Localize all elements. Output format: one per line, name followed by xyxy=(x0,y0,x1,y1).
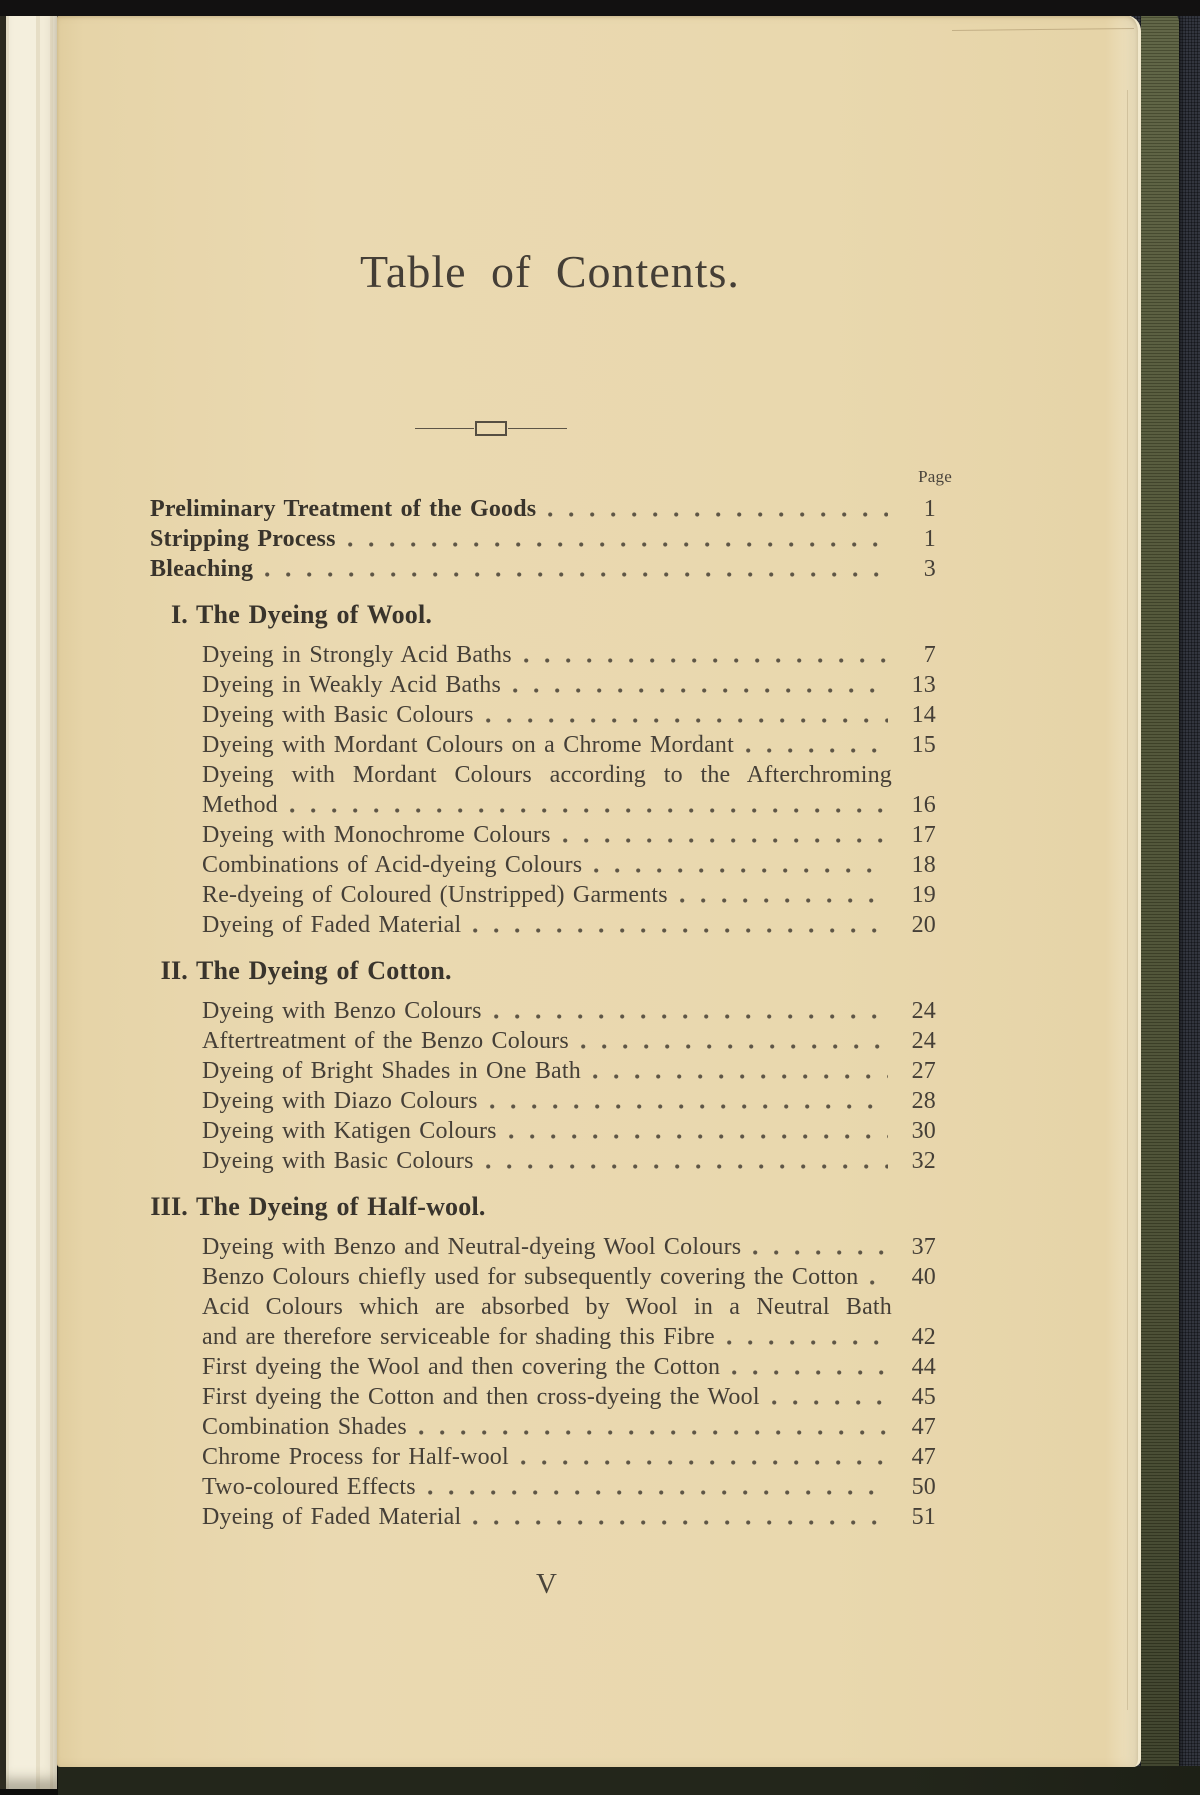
toc-entry xyxy=(150,494,936,524)
toc-entry-label: Dyeing with Diazo Colours xyxy=(202,1088,478,1114)
dot-leader xyxy=(428,1490,888,1495)
scan-top-shadow xyxy=(0,0,1200,16)
divider-rectangle xyxy=(475,421,507,436)
toc-entry-label: Dyeing with Katigen Colours xyxy=(202,1118,497,1144)
dot-leader xyxy=(524,658,888,663)
toc-entry xyxy=(150,1026,936,1056)
section-heading xyxy=(150,956,936,986)
toc-entry-label: First dyeing the Cotton and then cross-dyeing the Wool xyxy=(202,1384,760,1410)
page-column-header: Page xyxy=(918,467,952,486)
toc-entry-label: Dyeing in Weakly Acid Baths xyxy=(202,672,501,698)
book-cover-cloth-edge xyxy=(1141,10,1179,1770)
dot-leader xyxy=(772,1400,888,1405)
toc-entry-wrap-line: Dyeing with Mordant Colours according to the Afterchroming xyxy=(202,762,892,788)
dot-leader xyxy=(494,1014,888,1019)
toc-entry xyxy=(150,1322,936,1352)
toc-entry xyxy=(150,1412,936,1442)
toc-page-number: 50 xyxy=(911,1474,936,1500)
toc-entry-label: Dyeing with Basic Colours xyxy=(202,1148,474,1174)
page-title: Table of Contents. xyxy=(360,246,740,297)
toc-entry xyxy=(150,554,936,584)
toc-entry xyxy=(150,1502,936,1532)
toc-entry xyxy=(150,1472,936,1502)
toc-entry xyxy=(150,1352,936,1382)
toc-page-number: 19 xyxy=(911,882,936,908)
section-numeral: II. xyxy=(160,956,188,985)
dot-leader xyxy=(265,572,888,577)
toc-entry xyxy=(150,1262,936,1292)
toc-entry-label: Dyeing of Bright Shades in One Bath xyxy=(202,1058,581,1084)
toc-list xyxy=(150,494,936,1532)
dot-leader xyxy=(509,1134,888,1139)
dot-leader xyxy=(548,512,888,517)
dot-leader xyxy=(753,1250,888,1255)
toc-entry-label: Chrome Process for Half-wool xyxy=(202,1444,509,1470)
toc-entry-label: Dyeing of Faded Material xyxy=(202,1504,462,1530)
dot-leader xyxy=(732,1370,888,1375)
toc-entry xyxy=(150,850,936,880)
title-divider-ornament xyxy=(415,421,567,436)
toc-entry-label: Combinations of Acid-dyeing Colours xyxy=(202,852,583,878)
toc-entry xyxy=(150,700,936,730)
toc-page-number: 14 xyxy=(911,702,936,728)
dot-leader xyxy=(486,1164,888,1169)
dot-leader xyxy=(746,748,888,753)
book-cover-bottom-edge xyxy=(0,1766,1200,1795)
dot-leader xyxy=(727,1340,888,1345)
toc-entry-label: and are therefore serviceable for shading this Fibre xyxy=(202,1324,715,1350)
dot-leader xyxy=(486,718,888,723)
toc-page-number: 47 xyxy=(911,1444,936,1470)
section-numeral: III. xyxy=(150,1192,188,1221)
toc-entry-label: Dyeing with Basic Colours xyxy=(202,702,474,728)
section-heading xyxy=(150,600,936,630)
toc-entry-label: Dyeing with Mordant Colours on a Chrome Mordant xyxy=(202,732,735,758)
table-of-contents xyxy=(150,466,952,1532)
dot-leader xyxy=(513,688,888,693)
toc-entry xyxy=(150,790,936,820)
toc-entry-label: Dyeing with Monochrome Colours xyxy=(202,822,551,848)
toc-entry-label: Dyeing with Benzo and Neutral-dyeing Wool Colours xyxy=(202,1234,742,1260)
toc-entry xyxy=(150,910,936,940)
toc-page-number: 42 xyxy=(911,1324,936,1350)
toc-entry xyxy=(150,996,936,1026)
toc-page-number: 20 xyxy=(911,912,936,938)
scan-artifact-line xyxy=(1127,90,1128,1710)
toc-entry xyxy=(150,880,936,910)
dot-leader xyxy=(490,1104,888,1109)
toc-entry-label: Dyeing in Strongly Acid Baths xyxy=(202,642,512,668)
toc-entry xyxy=(150,1116,936,1146)
toc-entry-label: Stripping Process xyxy=(150,526,336,552)
toc-page-number: 28 xyxy=(911,1088,936,1114)
toc-entry xyxy=(150,524,936,554)
divider-line-left xyxy=(415,428,474,430)
toc-page-number: 24 xyxy=(911,998,936,1024)
toc-entry xyxy=(150,1382,936,1412)
dot-leader xyxy=(348,542,888,547)
toc-entry xyxy=(150,1442,936,1472)
toc-entry-label: First dyeing the Wool and then covering the Cotton xyxy=(202,1354,721,1380)
section-heading xyxy=(150,1192,936,1222)
toc-page-number: 45 xyxy=(911,1384,936,1410)
toc-page-number: 51 xyxy=(911,1504,936,1530)
toc-entry xyxy=(150,1056,936,1086)
folio-page-number: V xyxy=(536,1568,558,1600)
dot-leader xyxy=(870,1280,888,1285)
dot-leader xyxy=(563,838,888,843)
toc-entry-label: Method xyxy=(202,792,278,818)
toc-entry-label: Dyeing with Benzo Colours xyxy=(202,998,482,1024)
toc-page-number: 13 xyxy=(911,672,936,698)
toc-page-number: 24 xyxy=(911,1028,936,1054)
toc-entry xyxy=(150,670,936,700)
toc-entry-label: Bleaching xyxy=(150,556,254,582)
toc-page-number: 1 xyxy=(923,526,936,552)
toc-entry xyxy=(150,640,936,670)
toc-entry-label: Two-coloured Effects xyxy=(202,1474,416,1500)
toc-page-number: 7 xyxy=(923,642,936,668)
dot-leader xyxy=(581,1044,888,1049)
dot-leader xyxy=(521,1460,888,1465)
section-title: The Dyeing of Half-wool. xyxy=(196,1192,486,1221)
toc-entry-label: Aftertreatment of the Benzo Colours xyxy=(202,1028,569,1054)
dot-leader xyxy=(680,898,888,903)
toc-page-number: 30 xyxy=(911,1118,936,1144)
toc-page-number: 27 xyxy=(911,1058,936,1084)
toc-page-number: 40 xyxy=(911,1264,936,1290)
toc-page-number: 18 xyxy=(911,852,936,878)
toc-entry xyxy=(150,1146,936,1176)
section-numeral: I. xyxy=(170,600,188,629)
toc-page-number: 1 xyxy=(923,496,936,522)
toc-page-number: 17 xyxy=(911,822,936,848)
dot-leader xyxy=(473,1520,888,1525)
toc-page-number: 47 xyxy=(911,1414,936,1440)
toc-entry-wrap-line: Acid Colours which are absorbed by Wool in a Neutral Bath xyxy=(202,1294,892,1320)
dot-leader xyxy=(473,928,888,933)
toc-entry xyxy=(150,730,936,760)
toc-page-number: 16 xyxy=(911,792,936,818)
dot-leader xyxy=(593,1074,888,1079)
toc-page-number: 15 xyxy=(911,732,936,758)
dot-leader xyxy=(419,1430,888,1435)
section-title: The Dyeing of Wool. xyxy=(196,600,433,629)
toc-page-number: 3 xyxy=(923,556,936,582)
toc-page-number: 44 xyxy=(911,1354,936,1380)
section-title: The Dyeing of Cotton. xyxy=(196,956,452,985)
toc-entry xyxy=(150,1232,936,1262)
dot-leader xyxy=(594,868,888,873)
toc-entry xyxy=(150,820,936,850)
dot-leader xyxy=(290,808,888,813)
toc-page-number: 37 xyxy=(911,1234,936,1260)
toc-page-number: 32 xyxy=(911,1148,936,1174)
toc-entry-label: Re-dyeing of Coloured (Unstripped) Garments xyxy=(202,882,668,908)
toc-entry-label: Dyeing of Faded Material xyxy=(202,912,462,938)
divider-line-right xyxy=(508,428,567,430)
toc-entry xyxy=(150,1086,936,1116)
toc-entry-label: Preliminary Treatment of the Goods xyxy=(150,496,537,522)
toc-entry-label: Combination Shades xyxy=(202,1414,407,1440)
toc-entry-label: Benzo Colours chiefly used for subsequently covering the Cotton xyxy=(202,1264,859,1290)
